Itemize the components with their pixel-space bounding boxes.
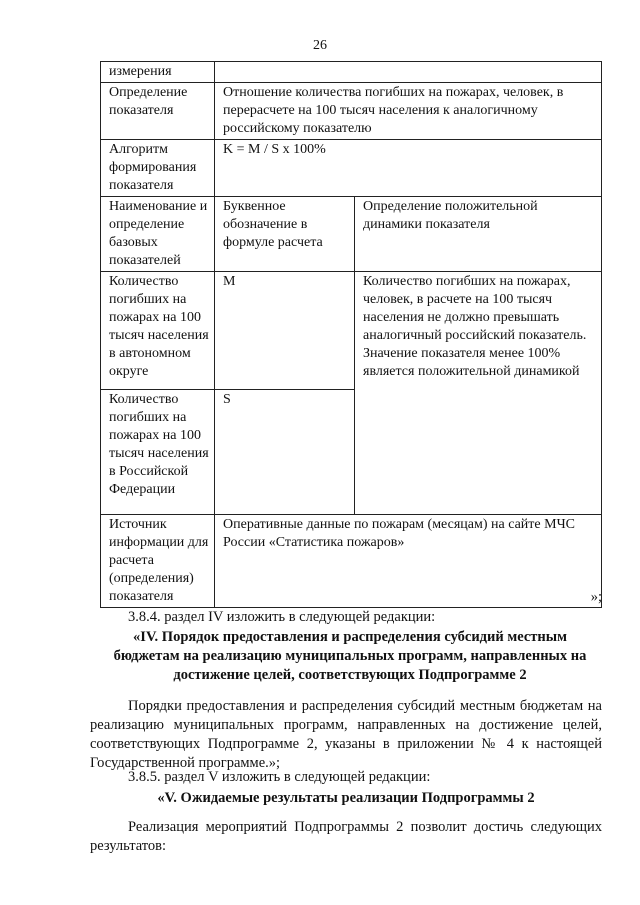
section-iv-heading: «IV. Порядок предоставления и распределения субсидий местным бюджетам на реализацию муниципальных программ, направленных на достижение целей, соответствующих Подпрограмме 2 (113, 629, 587, 683)
table-cell: Количество погибших на пожарах на 100 тысяч населения в автономном округе (101, 272, 215, 390)
item-3-8-4: 3.8.4. раздел IV изложить в следующей редакции: (128, 609, 436, 625)
indicator-table (100, 61, 602, 608)
table-cell: Источник информации для расчета (определения) показателя (101, 515, 215, 608)
closing-quote: »; (590, 589, 602, 605)
table-row (101, 272, 602, 390)
table-cell: M (215, 272, 355, 390)
table-row (101, 62, 602, 83)
section-v-paragraph: Реализация мероприятий Подпрограммы 2 позволит достичь следующих результатов: (90, 819, 602, 854)
section-v-heading: «V. Ожидаемые результаты реализации Подпрограммы 2 (157, 790, 535, 806)
table-cell: Определение показателя (101, 83, 215, 140)
table-cell (215, 62, 602, 83)
table-cell: Определение положительной динамики показателя (355, 197, 602, 272)
table-cell: Алгоритм формирования показателя (101, 140, 215, 197)
table-cell: Количество погибших на пожарах на 100 тысяч населения в Российской Федерации (101, 390, 215, 515)
table-cell: S (215, 390, 355, 515)
table-row (101, 83, 602, 140)
table-cell: Отношение количества погибших на пожарах, человек, в перерасчете на 100 тысяч населения к аналогичному российскому показателю (215, 83, 602, 140)
table-cell: измерения (101, 62, 215, 83)
table-cell: Оперативные данные по пожарам (месяцам) на сайте МЧС России «Статистика пожаров» (215, 515, 602, 608)
table-row (101, 197, 602, 272)
item-3-8-5: 3.8.5. раздел V изложить в следующей редакции: (128, 769, 431, 785)
table-row (101, 140, 602, 197)
table-cell: Буквенное обозначение в формуле расчета (215, 197, 355, 272)
section-iv-paragraph: Порядки предоставления и распределения субсидий местным бюджетам на реализацию муниципальных программ, направленных на достижение целей, соответствующих Подпрограмме 2, указаны в приложении № 4 к настоящей Государственной программе.»; (90, 698, 602, 771)
table-cell: Наименование и определение базовых показателей (101, 197, 215, 272)
page-number: 26 (313, 38, 327, 53)
table-cell: Количество погибших на пожарах, человек, в расчете на 100 тысяч населения не должно превышать аналогичный российский показатель. Значение показателя менее 100% является положительной динамикой (355, 272, 602, 515)
table-cell: K = M / S x 100% (215, 140, 602, 197)
